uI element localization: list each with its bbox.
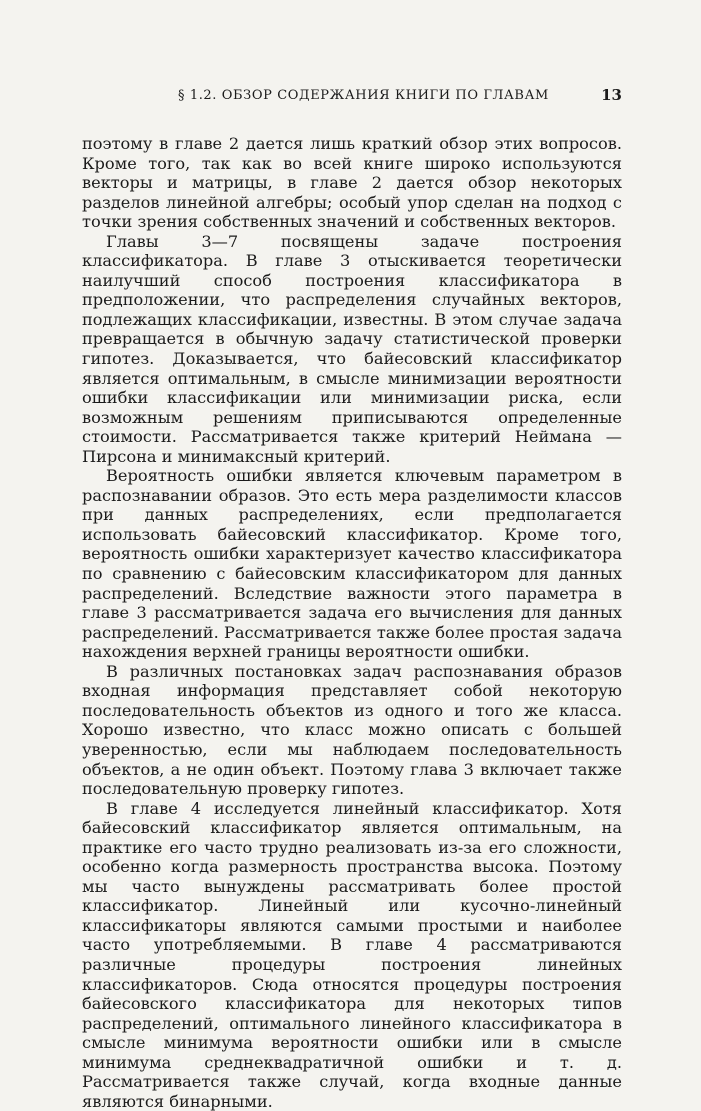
page-number: 13: [601, 86, 622, 104]
paragraph-continuation: поэтому в главе 2 дается лишь краткий обзор этих вопросов. Кроме того, так как во всей книге широко используются векторы и матрицы, в главе 2 дается обзор некоторых разделов линейной алгебры; особый упор сделан на подход с точки зрения собственных значений и собственных векторов.: [82, 134, 622, 232]
paragraph-sequential-testing: В различных постановках задач распознавания образов входная информация представляет собой некоторую последовательность объектов из одного и того же класса. Хорошо известно, что класс можно описать с большей уверенностью, если мы наблюдаем последовательность объектов, а не один объект. Поэтому глава 3 включает также последовательную проверку гипотез.: [82, 661, 622, 799]
running-title: § 1.2. ОБЗОР СОДЕРЖАНИЯ КНИГИ ПО ГЛАВАМ: [178, 88, 549, 103]
body-text: [82, 134, 622, 1111]
paragraph-error-probability: Вероятность ошибки является ключевым параметром в распознавании образов. Это есть мера разделимости классов при данных распределениях, если предполагается использовать байесовский классификатор. Кроме того, вероятность ошибки характеризует качество классификатора по сравнению с байесовским классификатором для данных распределений. Вследствие важности этого параметра в главе 3 рассматривается задача его вычисления для данных распределений. Рассматривается также более простая задача нахождения верхней границы вероятности ошибки.: [82, 466, 622, 662]
paragraph-linear-classifier: В главе 4 исследуется линейный классификатор. Хотя байесовский классификатор является оптимальным, на практике его часто трудно реализовать из-за его сложности, особенно когда размерность пространства высока. Поэтому мы часто вынуждены рассматривать более простой классификатор. Линейный или кусочно-линейный классификаторы являются самыми простыми и наиболее часто употребляемыми. В главе 4 рассматриваются различные процедуры построения линейных классификаторов. Сюда относятся процедуры построения байесовского классификатора для некоторых типов распределений, оптимального линейного классификатора в смысле минимума вероятности ошибки или в смысле минимума среднеквадратичной ошибки и т. д. Рассматривается также случай, когда входные данные являются бинарными.: [82, 798, 622, 1111]
page-header: [82, 88, 622, 110]
paragraph-chapters-3-7: Главы 3—7 посвящены задаче построения классификатора. В главе 3 отыскивается теоретически наилучший способ построения классификатора в предположении, что распределения случайных векторов, подлежащих классификации, известны. В этом случае задача превращается в обычную задачу статистической проверки гипотез. Доказывается, что байесовский классификатор является оптимальным, в смысле минимизации вероятности ошибки классификации или минимизации риска, если возможным решениям приписываются определенные стоимости. Рассматривается также критерий Неймана — Пирсона и минимаксный критерий.: [82, 231, 622, 466]
